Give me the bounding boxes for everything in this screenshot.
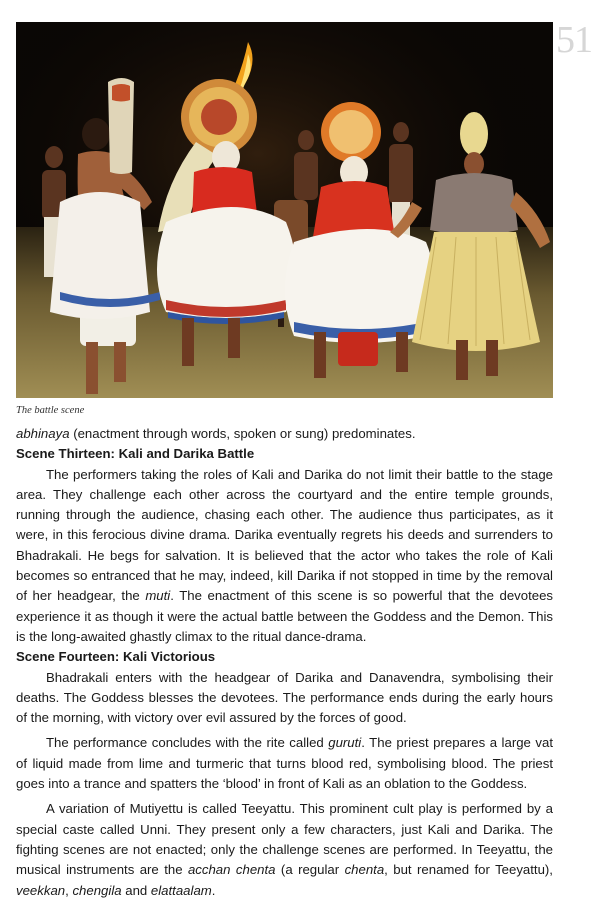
text-run: The performance concludes with the rite called — [46, 735, 329, 751]
term-veekkan: veekkan — [16, 882, 66, 898]
scene-fourteen-paragraph-2 — [16, 733, 553, 794]
text-run: A variation of Mutiyettu is called Teeyattu. This prominent cult play is performed by a special caste called Unni. They present only a few characters, just Kali and Darika. The fighting scenes are not enacted; only the challenge scenes are performed. In Teeyattu, the musical instruments are the — [16, 801, 553, 878]
term-guruti: guruti — [328, 735, 362, 751]
term-abhinaya: abhinaya — [16, 426, 70, 441]
page-number: 51 — [556, 19, 592, 61]
text-run: The performers taking the roles of Kali and Darika do not limit their battle to the stage area. They challenge each other across the courtyard and the entire temple grounds, running through the audience, chasing each other. The audience thus participates, as it were, in this ferocious divine drama. Darika eventually regrets his deeds and surrenders to Bhadrakali. He begs for salvation. It is believed that the actor who takes the role of Kali becomes so entranced that he may, indeed, kill Darika if not stopped in time by the removal of her headgear, the — [16, 466, 553, 604]
text-run: , but renamed for Teeyattu), — [384, 862, 553, 878]
battle-scene-photo — [16, 22, 553, 398]
term-muti: muti — [145, 588, 171, 604]
text-run: , — [65, 882, 73, 898]
text-run: . — [211, 882, 216, 898]
text-run: . The enactment of this scene is so powerful that the devotees experience it as though it were the actual battle between the Goddess and the Demon. This is the long-awaited ghastly climax to the ritual dance-drama. — [16, 588, 554, 644]
text-run: (a regular — [275, 862, 345, 878]
intro-paragraph — [16, 424, 553, 444]
intro-rest: (enactment through words, spoken or sung) predominates. — [69, 426, 416, 441]
scene-fourteen-paragraph-3 — [16, 799, 553, 900]
scene-thirteen-paragraph — [16, 465, 553, 648]
scene-thirteen-heading: Scene Thirteen: Kali and Darika Battle — [16, 446, 255, 462]
text-run: . The priest prepares a large vat of liquid made from lime and turmeric that turns blood red, symbolising blood. The priest goes into a trance and spatters the ‘blood’ in front of Kali as an oblation to the Goddess. — [16, 735, 553, 792]
text-run: and — [121, 882, 151, 898]
term-elattaalam: elattaalam — [150, 882, 212, 898]
term-acchan-chenta: acchan chenta — [187, 862, 276, 878]
term-chenta: chenta — [344, 862, 385, 878]
scene-fourteen-heading: Scene Fourteen: Kali Victorious — [16, 649, 216, 665]
body-text — [16, 424, 553, 901]
photo-caption: The battle scene — [16, 405, 85, 416]
term-chengila: chengila — [72, 882, 122, 898]
scene-fourteen-paragraph-1: Bhadrakali enters with the headgear of Darika and Danavendra, symbolising their deaths. The Goddess blesses the devotees. The performance ends during the early hours of the morning, with victory over evil assured by the forces of good. — [16, 669, 553, 726]
